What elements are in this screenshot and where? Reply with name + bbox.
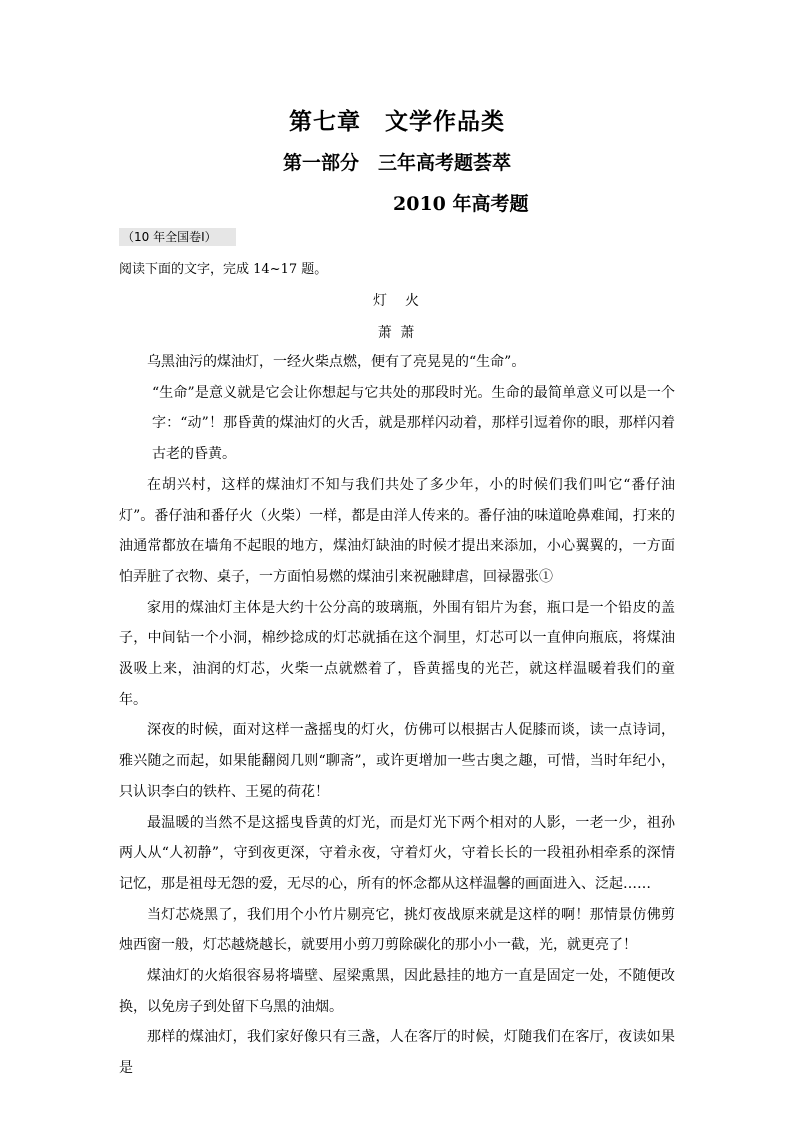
paragraph: 深夜的时候，面对这样一盏摇曳的灯火，仿佛可以根据古人促膝而谈，读一点诗词，雅兴随之而起，如果能翻阅几则“聊斋”，或许更增加一些古奥之趣，可惜，当时年纪小，只认识李白的铁杵、王冕的荷花！ [119,722,675,800]
paragraph: 当灯芯烧黑了，我们用个小竹片剔亮它，挑灯夜战原来就是这样的啊！那情景仿佛剪烛西窗一般，灯芯越烧越长，就要用小剪刀剪除碳化的那小小一截，光，就更亮了！ [119,906,675,954]
chapter-title: 第七章 文学作品类 [289,108,505,135]
question-instruction: 阅读下面的文字，完成 14~17 题。 [119,262,328,277]
article-body [119,347,675,1084]
paragraph: 煤油灯的火焰很容易将墙壁、屋梁熏黑，因此悬挂的地方一直是固定一处，不随便改换，以免房子到处留下乌黑的油烟。 [119,968,675,1015]
paragraph: 在胡兴村，这样的煤油灯不知与我们共处了多少年，小的时候们我们叫它“番仔油灯”。番仔油和番仔火（火柴）一样，都是由洋人传来的。番仔油的味道呛鼻难闻，打来的油通常都放在墙角不起眼的地方，煤油灯缺油的时候才提出来添加，小心翼翼的，一方面怕弄脏了衣物、桌子，一方面怕易燃的煤油引来祝融肆虐，回禄嚣张① [119,476,675,585]
paragraph: 那样的煤油灯，我们家好像只有三盏，人在客厅的时候，灯随我们在客厅，夜读如果是 [119,1029,675,1077]
paragraph: 最温暖的当然不是这摇曳昏黄的灯光，而是灯光下两个相对的人影，一老一少，祖孙两人从“人初静”，守到夜更深，守着永夜，守着灯火，守着长长的一段祖孙相牵系的深情记忆，那是祖母无怨的爱，无尽的心，所有的怀念都从这样温馨的画面进入、泛起…… [119,814,675,892]
article-title: 灯 火 [373,293,421,309]
part-title: 第一部分 三年高考题荟萃 [282,152,511,174]
year-title: 2010 年高考题 [393,193,529,215]
paragraph: 乌黑油污的煤油灯，一经火柴点燃，便有了亮晃晃的“生命”。 [147,354,526,370]
article-author: 萧 萧 [377,325,417,341]
paragraph: 家用的煤油灯主体是大约十公分高的玻璃瓶，外围有铝片为套，瓶口是一个铅皮的盖子，中间钻一个小洞，棉纱捻成的灯芯就插在这个洞里，灯芯可以一直伸向瓶底，将煤油汲吸上来，油润的灯芯，火柴一点就燃着了，昏黄摇曳的光芒，就这样温暖着我们的童年。 [119,599,675,708]
question-source-tag: （10 年全国卷Ⅰ） [119,228,236,246]
paragraph: “生命”是意义就是它会让你想起与它共处的那段时光。生命的最简单意义可以是一个字：“动”！那昏黄的煤油灯的火舌，就是那样闪动着，那样引逗着你的眼，那样闪着古老的昏黄。 [152,384,675,463]
